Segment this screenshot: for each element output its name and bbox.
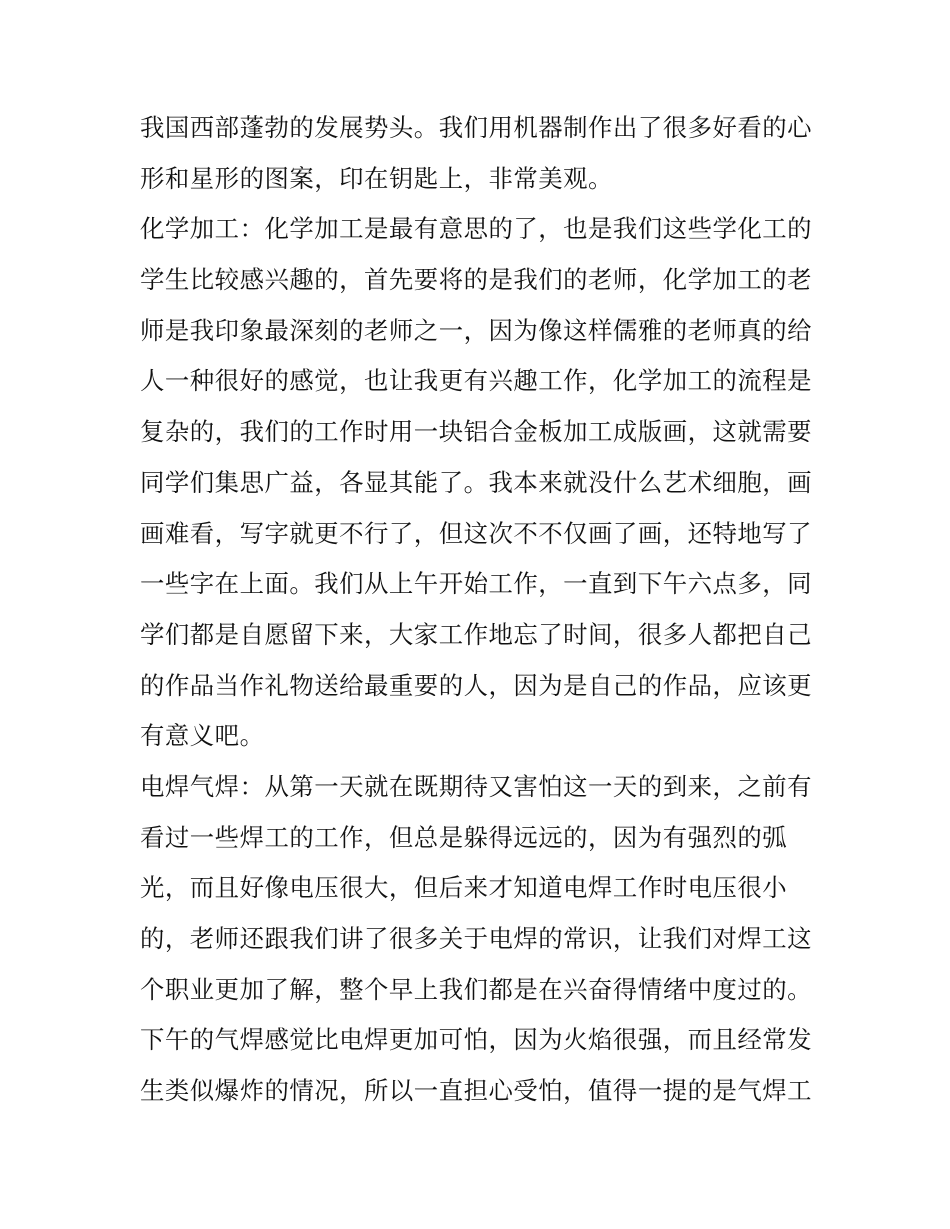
text-line: 画难看，写字就更不行了，但这次不不仅画了画，还特地写了 (140, 518, 813, 548)
text-line: 同学们集思广益，各显其能了。我本来就没什么艺术细胞，画 (140, 467, 813, 497)
text-line: 看过一些焊工的工作，但总是躲得远远的，因为有强烈的弧 (140, 822, 788, 852)
text-line: 学们都是自愿留下来，大家工作地忘了时间，很多人都把自己 (140, 619, 813, 649)
text-line: 复杂的，我们的工作时用一块铝合金板加工成版画，这就需要 (140, 417, 813, 447)
text-line: 形和星形的图案，印在钥匙上，非常美观。 (140, 163, 613, 193)
text-line: 师是我印象最深刻的老师之一，因为像这样儒雅的老师真的给 (140, 315, 813, 345)
text-line: 人一种很好的感觉，也让我更有兴趣工作，化学加工的流程是 (140, 366, 813, 396)
text-line: 的，老师还跟我们讲了很多关于电焊的常识，让我们对焊工这 (140, 924, 813, 953)
text-line: 生类似爆炸的情况，所以一直担心受怕，值得一提的是气焊工 (140, 1076, 813, 1106)
text-line: 我国西部蓬勃的发展势头。我们用机器制作出了很多好看的心 (140, 113, 813, 142)
text-line: 一些字在上面。我们从上午开始工作，一直到下午六点多，同 (140, 569, 813, 599)
document-body (140, 103, 812, 1117)
text-line: 个职业更加了解，整个早上我们都是在兴奋得情绪中度过的。 (140, 974, 813, 1004)
text-line: 电焊气焊：从第一天就在既期待又害怕这一天的到来，之前有 (140, 771, 813, 801)
text-line: 化学加工：化学加工是最有意思的了，也是我们这些学化工的 (140, 214, 813, 244)
text-line: 学生比较感兴趣的，首先要将的是我们的老师，化学加工的老 (140, 265, 813, 295)
text-line: 有意义吧。 (140, 721, 265, 751)
text-line: 的作品当作礼物送给最重要的人，因为是自己的作品，应该更 (140, 670, 813, 700)
text-line: 下午的气焊感觉比电焊更加可怕，因为火焰很强，而且经常发 (140, 1025, 813, 1055)
text-line: 光，而且好像电压很大，但后来才知道电焊工作时电压很小 (140, 873, 788, 903)
